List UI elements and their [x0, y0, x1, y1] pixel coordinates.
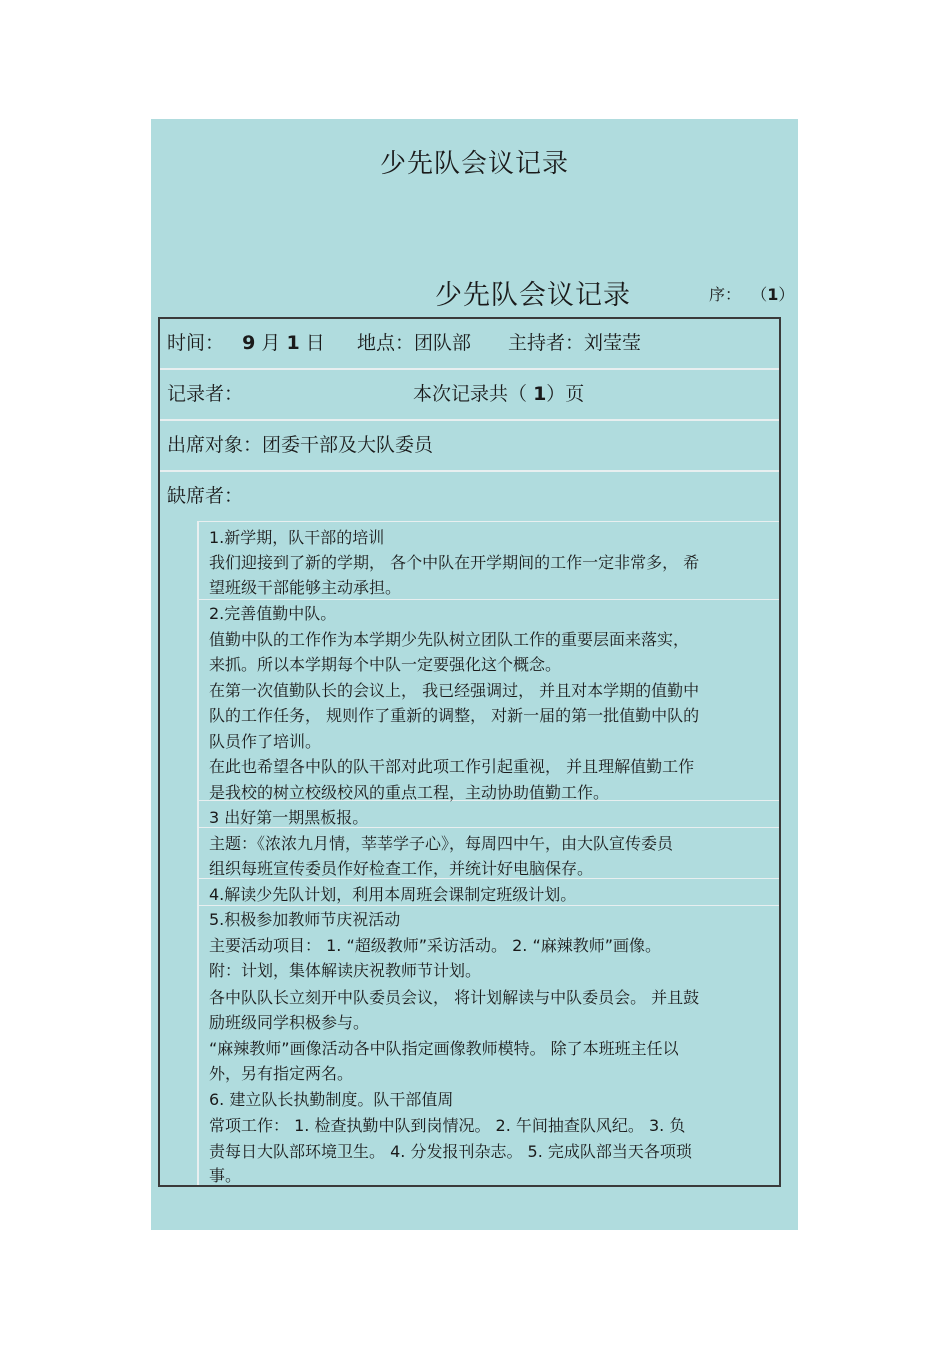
meeting-time [167, 319, 325, 368]
time-day: 1 [286, 332, 300, 354]
document-title: 少先队会议记录 [379, 149, 569, 179]
content-line: 外，另有指定两名。 [209, 1064, 354, 1083]
attendees: 出席对象：团委干部及大队委员 [167, 434, 434, 456]
sequence-number [709, 282, 794, 305]
content-line: 1.新学期，队干部的培训 [209, 528, 385, 547]
content-line: 4.解读少先队计划，利用本周班会课制定班级计划。 [209, 885, 577, 904]
attendees-row [160, 421, 779, 472]
content-line: 5.积极参加教师节庆祝活动 [209, 910, 401, 929]
content-line: 主题：《浓浓九月情，莘莘学子心》，每周四中午，由大队宣传委员 [209, 834, 674, 853]
meeting-host: 主持者：刘莹莹 [508, 332, 642, 354]
record-title: 少先队会议记录 [435, 280, 631, 311]
content-line: 励班级同学积极参与。 [209, 1013, 370, 1032]
content-line: 主要活动项目： 1. “超级教师”采访活动。 2. “麻辣教师”画像。 [209, 936, 662, 955]
meeting-record-sheet [151, 119, 798, 1230]
meeting-location: 地点：团队部 [357, 332, 472, 354]
content-line: 常项工作： 1. 检查执勤中队到岗情况。 2. 午间抽查队风纪。 3. 负 [209, 1116, 686, 1135]
meeting-content [197, 521, 779, 1185]
recorder-label: 记录者： [167, 383, 244, 405]
content-line: 队的工作任务， 规则作了重新的调整， 对新一届的第一批值勤中队的 [209, 706, 700, 725]
content-line: 组织每班宣传委员作好检查工作，并统计好电脑保存。 [209, 859, 594, 878]
content-line: 2.完善值勤中队。 [209, 604, 337, 623]
page-count-prefix: 本次记录共（ [413, 383, 528, 405]
time-day-unit: 日 [305, 332, 325, 354]
content-line: 责每日大队部环境卫生。 4. 分发报刊杂志。 5. 完成队部当天各项琐 [209, 1142, 692, 1161]
content-divider [199, 905, 779, 906]
page-count-value: 1 [533, 383, 547, 405]
sequence-paren-open: （ [751, 285, 768, 304]
absent-label: 缺席者： [167, 485, 244, 507]
content-line: 值勤中队的工作作为本学期少先队树立团队工作的重要层面来落实， [209, 630, 690, 649]
record-table [158, 317, 781, 1187]
content-divider [199, 599, 779, 600]
page-count-suffix: ）页 [546, 383, 585, 405]
time-label: 时间： [167, 332, 225, 354]
sequence-label: 序： [709, 285, 742, 304]
content-line: 各中队队长立刻开中队委员会议， 将计划解读与中队委员会。 并且鼓 [209, 988, 700, 1007]
content-line: 6. 建立队长执勤制度。队干部值周 [209, 1090, 454, 1109]
absent-row [160, 472, 779, 521]
page-count [413, 370, 584, 419]
content-line: 3 出好第一期黑板报。 [209, 808, 369, 827]
time-month: 9 [242, 332, 256, 354]
content-line: “麻辣教师”画像活动各中队指定画像教师模特。 除了本班班主任以 [209, 1039, 679, 1058]
content-line: 在此也希望各中队的队干部对此项工作引起重视， 并且理解值勤工作 [209, 757, 695, 776]
content-line: 是我校的树立校级校风的重点工程，主动协助值勤工作。 [209, 783, 610, 802]
time-location-row [160, 319, 779, 370]
content-line: 在第一次值勤队长的会议上， 我已经强调过， 并且对本学期的值勤中 [209, 681, 700, 700]
content-divider [199, 521, 779, 522]
content-line: 我们迎接到了新的学期， 各个中队在开学期间的工作一定非常多， 希 [209, 553, 700, 572]
time-month-unit: 月 [261, 332, 281, 354]
content-line: 来抓。所以本学期每个中队一定要强化这个概念。 [209, 655, 562, 674]
sequence-value: 1 [767, 285, 779, 304]
content-line: 望班级干部能够主动承担。 [209, 578, 402, 597]
content-line: 队员作了培训。 [209, 732, 322, 751]
recorder-row [160, 370, 779, 421]
content-line: 事。 [209, 1166, 242, 1185]
content-line: 附：计划，集体解读庆祝教师节计划。 [209, 961, 482, 980]
sequence-paren-close: ） [778, 285, 795, 304]
